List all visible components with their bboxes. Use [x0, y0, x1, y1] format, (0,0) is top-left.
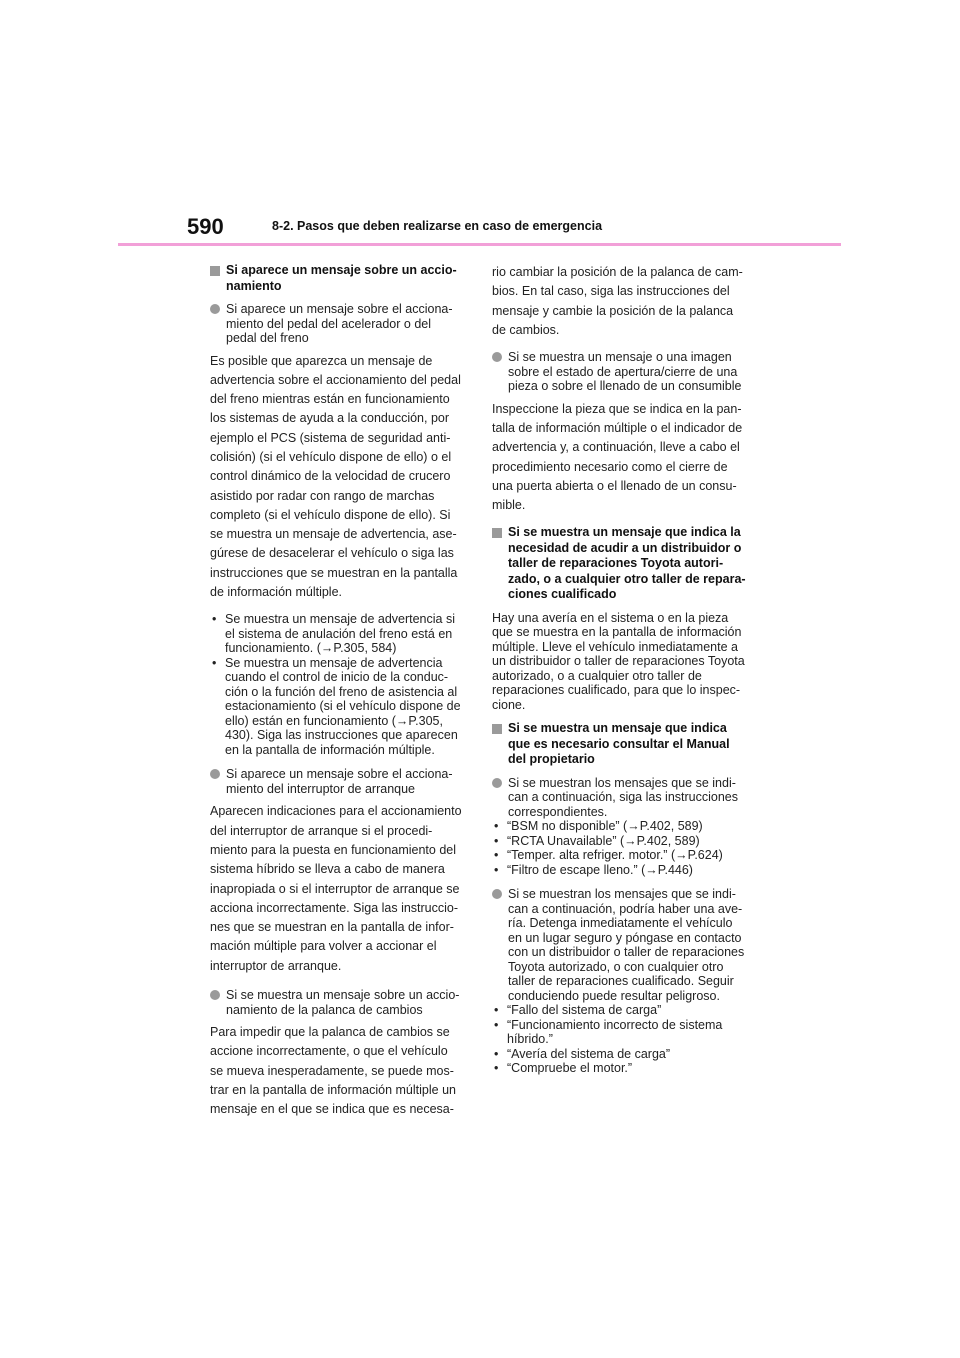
heading-message-operation: Si aparece un mensaje sobre un accio-namiento [210, 263, 464, 294]
subheading-follow-instructions: Si se muestran los mensajes que se indi-can a continuación, siga las instrucciones correspondientes. [492, 776, 746, 820]
subheading-malfunction: Si se muestran los mensajes que se indi-can a continuación, podría haber una ave-ría. Detenga inmediatamente el vehículo en un lugar seguro y póngase en contacto con un distribuidor o taller de reparaciones Toyota autorizado, o con cualquier otro taller de reparaciones cualificado. Seguir conduciendo puede resultar peligroso. [492, 887, 746, 1003]
header-rule [118, 243, 841, 246]
list-item: • “Temper. alta refriger. motor.” (→P.624) [492, 848, 746, 863]
subheading-open-close-status: Si se muestra un mensaje o una imagen sobre el estado de apertura/cierre de una pieza o sobre el llenado de un consumible [492, 350, 746, 394]
page-number: 590 [187, 214, 224, 239]
list-item: • “RCTA Unavailable” (→P.402, 589) [492, 834, 746, 849]
bullet-list-malfunction [492, 1003, 746, 1076]
subheading-shift-lever: Si se muestra un mensaje sobre un accio-namiento de la palanca de cambios [210, 988, 464, 1017]
heading-consult-manual: Si se muestra un mensaje que indica que es necesario consultar el Manual del propietario [492, 721, 746, 768]
list-item: • “Compruebe el motor.” [492, 1061, 746, 1076]
list-item: • “Avería del sistema de carga” [492, 1047, 746, 1062]
list-item: • “Fallo del sistema de carga” [492, 1003, 746, 1018]
paragraph-shift-lever: Para impedir que la palanca de cambios se accione incorrectamente, o que el vehículo se mueva inesperadamente, se puede mos-trar en la pantalla de información múltiple un mensaje en el que se indica que es necesa- [210, 1025, 456, 1117]
subheading-start-switch: Si aparece un mensaje sobre el acciona-miento del interruptor de arranque [210, 767, 464, 796]
list-item: • “Funcionamiento incorrecto de sistema híbrido.” [492, 1018, 746, 1047]
heading-visit-dealer: Si se muestra un mensaje que indica la necesidad de acudir a un distribuidor o taller de reparaciones Toyota autori-zado, o a cualquier otro taller de repara-ciones cualificado [492, 525, 746, 603]
paragraph-visit-dealer: Hay una avería en el sistema o en la pieza que se muestra en la pantalla de información múltiple. Lleve el vehículo inmediatamente a un distribuidor o taller de reparaciones Toyota autorizado, o a cualquier otro taller de reparaciones cualificado, para que lo inspec-cione. [492, 610, 745, 712]
list-item: • “BSM no disponible” (→P.402, 589) [492, 819, 746, 834]
left-column [210, 263, 464, 1130]
right-column [492, 263, 746, 1084]
subheading-pedal-message: Si aparece un mensaje sobre el acciona-miento del pedal del acelerador o del pedal del freno [210, 302, 464, 346]
bullet-list-instructions [492, 819, 746, 877]
list-item: • Se muestra un mensaje de advertencia cuando el control de inicio de la conduc-ción o la función del freno de asistencia al estacionamiento (si el vehículo dispone de ello) están en funcionamiento (→P.305, 430). Siga las instrucciones que aparecen en la pantalla de información múltiple. [210, 656, 464, 758]
paragraph-open-close-status: Inspeccione la pieza que se indica en la pan-talla de información múltiple o el indicador de advertencia y, a continuación, lleve a cabo el procedimiento necesario como el cierre de una puerta abierta o el llenado de un consu-mible. [492, 401, 743, 513]
list-item: • “Filtro de escape lleno.” (→P.446) [492, 863, 746, 878]
paragraph-start-switch: Aparecen indicaciones para el accionamiento del interruptor de arranque si el procedi-miento para la puesta en funcionamiento del sistema híbrido se lleva a cabo de manera inapropiada o si el interruptor de arranque se acciona incorrectamente. Siga las instruccio-nes que se muestran en la pantalla de infor-mación múltiple para volver a accionar el interruptor de arranque. [210, 804, 462, 973]
paragraph-pedal: Es posible que aparezca un mensaje de advertencia sobre el accionamiento del pedal del freno mientras están en funcionamiento los sistemas de ayuda a la conducción, por ejemplo el PCS (sistema de seguridad anti-colisión) (si el vehículo dispone de ello) o el control dinámico de la velocidad de crucero asistido por radar con rango de marchas completo (si el vehículo dispone de ello). Si se muestra un mensaje de advertencia, ase-gúrese de desacelerar el vehículo o siga las instrucciones que se muestran en la pantalla de información múltiple. [210, 353, 461, 600]
bullet-list-pedal [210, 612, 464, 757]
paragraph-shift-lever-cont: rio cambiar la posición de la palanca de cam-bios. En tal caso, siga las instrucciones del mensaje y cambie la posición de la palanca de cambios. [492, 265, 743, 337]
section-title: 8-2. Pasos que deben realizarse en caso de emergencia [272, 219, 603, 233]
list-item: • Se muestra un mensaje de advertencia si el sistema de anulación del freno está en funcionamiento. (→P.305, 584) [210, 612, 464, 656]
